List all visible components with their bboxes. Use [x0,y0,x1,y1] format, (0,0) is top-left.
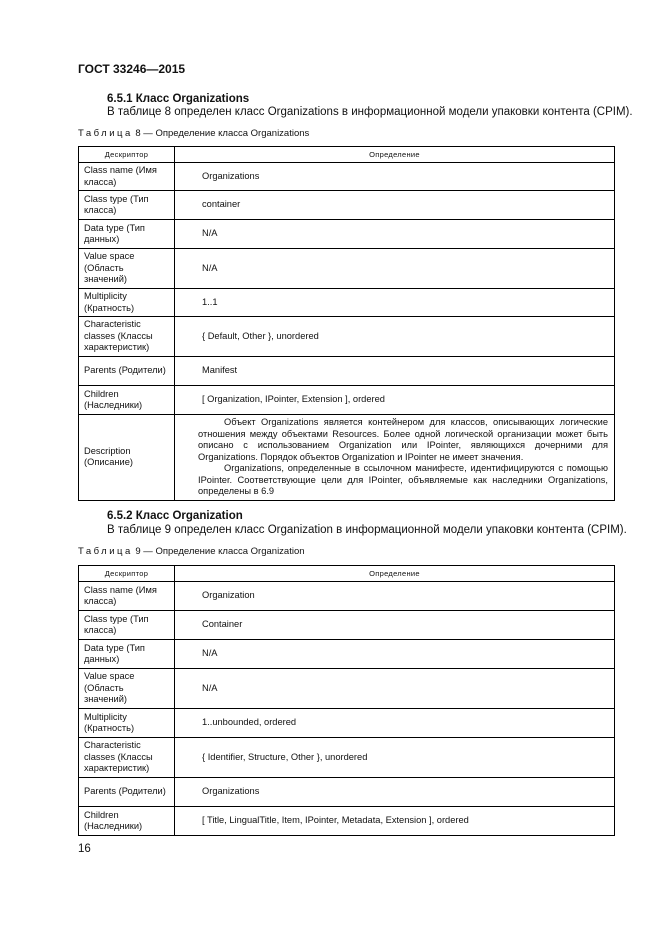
row-definition: N/A [175,640,615,669]
table-row [79,357,615,386]
row-term: Class name (Имя класса) [79,163,175,191]
caption-rest: 8 — Определение класса Organizations [132,128,310,139]
row-term: Value space (Область значений) [79,669,175,709]
table-row-description [79,415,615,501]
row-term: Multiplicity (Кратность) [79,709,175,738]
row-term: Children (Наследники) [79,807,175,836]
row-definition: N/A [175,220,615,249]
table-9 [78,565,615,836]
row-definition: 1..1 [175,289,615,317]
table-row [79,317,615,357]
row-term: Class type (Тип класса) [79,191,175,220]
description-paragraph: Объект Organizations является контейнером для классов, описывающих логические отношения между объектами Resources. Более одной логической организации может быть описано с использованием Organization или IPointer, являющихся дочерними для Organizations. Порядок объектов Organization и IPointer не имеет значения. [198,417,608,462]
row-definition: Manifest [175,357,615,386]
row-term: Class name (Имя класса) [79,582,175,611]
row-term: Parents (Родители) [79,357,175,386]
table-row [79,778,615,807]
header-descriptor: Дескриптор [79,566,175,582]
standard-header: ГОСТ 33246—2015 [78,62,186,76]
row-term: Characteristic classes (Классы характеристик) [79,738,175,778]
table-row [79,807,615,836]
row-term: Characteristic classes (Классы характеристик) [79,317,175,357]
section-text-6-5-2: В таблице 9 определен класс Organization в информационной модели упаковки контента (CPIM). [107,524,627,536]
table-row [79,289,615,317]
row-term: Class type (Тип класса) [79,611,175,640]
row-definition: { Identifier, Structure, Other }, unordered [175,738,615,778]
table-row [79,669,615,709]
row-definition: N/A [175,669,615,709]
table-row [79,163,615,191]
caption-prefix: Таблица [78,546,133,557]
header-definition: Определение [175,566,615,582]
table-8 [78,146,615,501]
page-number: 16 [78,843,91,855]
table-row [79,220,615,249]
row-definition: Organizations [175,778,615,807]
table-header-row [79,566,615,582]
row-term: Data type (Тип данных) [79,640,175,669]
table-row [79,386,615,415]
description-paragraph: Organizations, определенные в ссылочном манифесте, идентифицируются с помощью IPointer. Соответствующие цели для IPointer, объявляемые как наследники Organizations, определены в 6.9 [198,463,608,496]
row-term: Children (Наследники) [79,386,175,415]
row-definition: Container [175,611,615,640]
row-term: Multiplicity (Кратность) [79,289,175,317]
row-definition: Organizations [175,163,615,191]
description-cell [175,415,615,501]
table-row [79,738,615,778]
row-definition: [ Title, LingualTitle, Item, IPointer, Metadata, Extension ], ordered [175,807,615,836]
row-definition: [ Organization, IPointer, Extension ], ordered [175,386,615,415]
row-definition: N/A [175,249,615,289]
row-term: Value space (Область значений) [79,249,175,289]
row-definition: Organization [175,582,615,611]
row-definition: { Default, Other }, unordered [175,317,615,357]
caption-rest: 9 — Определение класса Organization [132,546,305,557]
row-term: Description (Описание) [79,415,175,501]
table-row [79,611,615,640]
table-9-caption [78,546,305,557]
table-row [79,709,615,738]
caption-prefix: Таблица [78,128,133,139]
table-header-row [79,147,615,163]
table-row [79,249,615,289]
row-term: Data type (Тип данных) [79,220,175,249]
section-title-6-5-2: 6.5.2 Класс Organization [107,510,243,522]
row-definition: 1..unbounded, ordered [175,709,615,738]
table-8-caption [78,128,309,139]
section-text-6-5-1: В таблице 8 определен класс Organizations в информационной модели упаковки контента (CPIM). [107,106,633,118]
header-descriptor: Дескриптор [79,147,175,163]
table-row [79,191,615,220]
section-title-6-5-1: 6.5.1 Класс Organizations [107,93,250,105]
table-row [79,640,615,669]
header-definition: Определение [175,147,615,163]
row-definition: container [175,191,615,220]
table-row [79,582,615,611]
row-term: Parents (Родители) [79,778,175,807]
